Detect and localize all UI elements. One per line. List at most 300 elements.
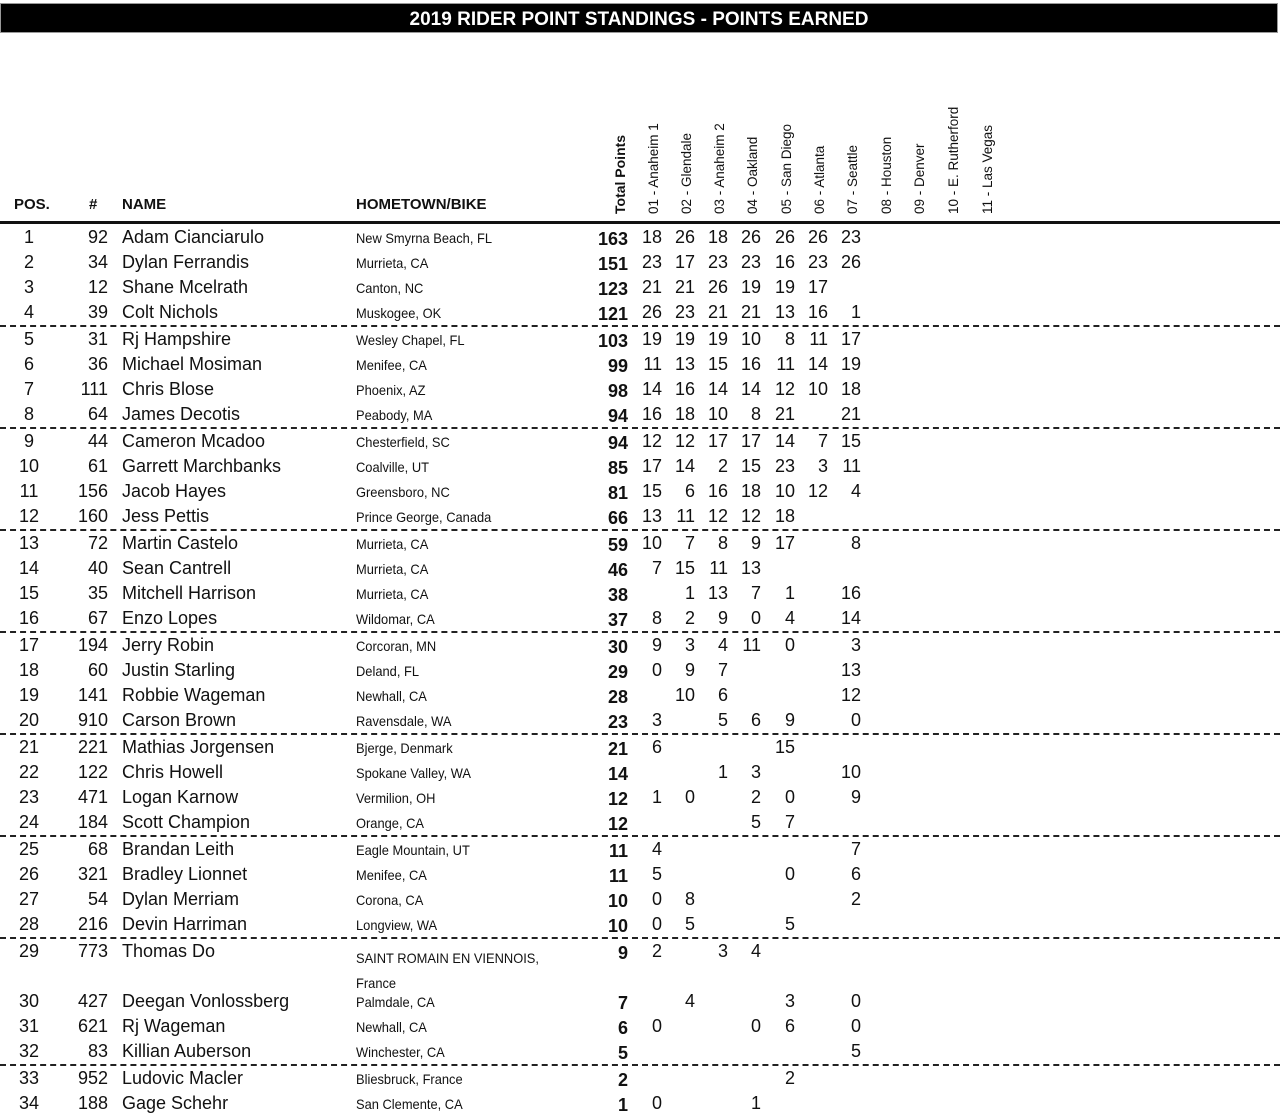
rider-number: 156 xyxy=(77,481,108,501)
rider-position: 24 xyxy=(18,812,40,832)
rider-number: 64 xyxy=(87,404,108,424)
total-points: 10 xyxy=(607,891,628,911)
total-points: 14 xyxy=(607,764,628,784)
round-points: 19 xyxy=(674,329,695,349)
table-row xyxy=(0,1014,1280,1039)
rider-hometown: Spokane Valley, WA xyxy=(356,765,472,781)
rider-position: 9 xyxy=(23,431,34,451)
round-points: 16 xyxy=(641,404,662,424)
table-row xyxy=(0,633,1280,658)
rider-hometown: San Clemente, CA xyxy=(356,1096,463,1112)
rider-number: 72 xyxy=(87,533,108,553)
round-points: 8 xyxy=(717,533,728,553)
rider-number: 184 xyxy=(77,812,108,832)
rider-name: Jacob Hayes xyxy=(122,481,227,501)
rider-number: 141 xyxy=(77,685,108,705)
rider-hometown: Wildomar, CA xyxy=(356,611,435,627)
round-points: 19 xyxy=(774,277,795,297)
total-points: 11 xyxy=(608,866,628,886)
total-points: 7 xyxy=(617,993,628,1013)
round-points: 21 xyxy=(740,302,761,322)
round-points: 19 xyxy=(641,329,662,349)
round-points: 12 xyxy=(840,685,861,705)
rider-number: 111 xyxy=(80,379,108,399)
round-points: 18 xyxy=(840,379,861,399)
rider-position: 13 xyxy=(18,533,40,553)
standings-table xyxy=(0,225,1280,1116)
rider-number: 61 xyxy=(87,456,108,476)
rider-hometown: Deland, FL xyxy=(356,663,420,679)
header-round: 07 - Seattle xyxy=(845,144,860,214)
round-points: 15 xyxy=(707,354,728,374)
round-points: 14 xyxy=(840,608,861,628)
table-row xyxy=(0,556,1280,581)
rider-number: 910 xyxy=(77,710,108,730)
rider-hometown: Eagle Mountain, UT xyxy=(356,842,470,858)
header-divider xyxy=(0,221,1280,224)
round-points: 6 xyxy=(784,1016,795,1036)
rider-hometown: Murrieta, CA xyxy=(356,536,429,552)
round-points: 3 xyxy=(784,991,795,1011)
header-round: 08 - Houston xyxy=(879,136,894,214)
table-row xyxy=(0,939,1280,989)
rider-position: 19 xyxy=(18,685,40,705)
round-points: 6 xyxy=(717,685,728,705)
rider-position: 32 xyxy=(18,1041,40,1061)
round-points: 14 xyxy=(674,456,695,476)
round-points: 13 xyxy=(674,354,695,374)
round-points: 6 xyxy=(850,864,861,884)
round-points: 26 xyxy=(740,227,761,247)
header-number: # xyxy=(89,196,98,213)
rider-name: James Decotis xyxy=(122,404,241,424)
header-pos: POS. xyxy=(14,196,50,213)
round-points: 23 xyxy=(707,252,728,272)
table-row xyxy=(0,785,1280,810)
rider-number: 92 xyxy=(87,227,108,247)
table-row xyxy=(0,352,1280,377)
rider-number: 471 xyxy=(77,787,108,807)
round-points: 1 xyxy=(651,787,662,807)
round-points: 8 xyxy=(850,533,861,553)
round-points: 0 xyxy=(750,608,761,628)
table-row xyxy=(0,912,1280,939)
rider-hometown: Longview, WA xyxy=(356,917,438,933)
round-points: 4 xyxy=(684,991,695,1011)
total-points: 6 xyxy=(617,1018,628,1038)
round-points: 10 xyxy=(774,481,795,501)
rider-hometown: Newhall, CA xyxy=(356,688,427,704)
total-points: 28 xyxy=(607,687,628,707)
round-points: 0 xyxy=(651,1093,662,1113)
table-row xyxy=(0,862,1280,887)
round-points: 9 xyxy=(717,608,728,628)
round-points: 8 xyxy=(784,329,795,349)
round-points: 18 xyxy=(774,506,795,526)
table-row xyxy=(0,708,1280,735)
round-points: 7 xyxy=(784,812,795,832)
rider-name: Ludovic Macler xyxy=(122,1068,244,1088)
round-points: 10 xyxy=(674,685,695,705)
rider-position: 25 xyxy=(18,839,40,859)
rider-position: 12 xyxy=(18,506,40,526)
round-points: 4 xyxy=(750,941,761,961)
round-points: 23 xyxy=(674,302,695,322)
rider-position: 10 xyxy=(18,456,40,476)
rider-position: 21 xyxy=(18,737,40,757)
round-points: 21 xyxy=(707,302,728,322)
round-points: 5 xyxy=(750,812,761,832)
total-points: 121 xyxy=(597,304,628,324)
rider-position: 3 xyxy=(23,277,34,297)
round-points: 6 xyxy=(651,737,662,757)
rider-hometown: Palmdale, CA xyxy=(356,994,435,1010)
round-points: 9 xyxy=(850,787,861,807)
rider-name: Sean Cantrell xyxy=(122,558,232,578)
table-row xyxy=(0,377,1280,402)
table-row xyxy=(0,989,1280,1014)
round-points: 4 xyxy=(651,839,662,859)
table-row xyxy=(0,810,1280,837)
round-points: 8 xyxy=(651,608,662,628)
rider-hometown: Prince George, Canada xyxy=(356,509,492,525)
round-points: 15 xyxy=(674,558,695,578)
round-points: 9 xyxy=(651,635,662,655)
round-points: 16 xyxy=(674,379,695,399)
round-points: 26 xyxy=(707,277,728,297)
round-points: 9 xyxy=(784,710,795,730)
rider-hometown: Coalville, UT xyxy=(356,459,430,475)
round-points: 17 xyxy=(840,329,861,349)
rider-name: Jess Pettis xyxy=(122,506,210,526)
round-points: 23 xyxy=(840,227,861,247)
round-points: 5 xyxy=(651,864,662,884)
rider-position: 11 xyxy=(19,481,39,501)
round-points: 10 xyxy=(807,379,828,399)
rider-name: Gage Schehr xyxy=(122,1093,229,1113)
total-points: 12 xyxy=(607,814,628,834)
rider-hometown: Corcoran, MN xyxy=(356,638,437,654)
round-points: 11 xyxy=(643,354,662,374)
rider-position: 2 xyxy=(23,252,34,272)
table-row xyxy=(0,887,1280,912)
rider-hometown: Murrieta, CA xyxy=(356,561,429,577)
rider-hometown: Corona, CA xyxy=(356,892,424,908)
round-points: 13 xyxy=(840,660,861,680)
rider-hometown: Muskogee, OK xyxy=(356,305,442,321)
rider-hometown: Wesley Chapel, FL xyxy=(356,332,465,348)
round-points: 19 xyxy=(707,329,728,349)
round-points: 23 xyxy=(807,252,828,272)
round-points: 0 xyxy=(651,889,662,909)
rider-position: 14 xyxy=(18,558,40,578)
table-row xyxy=(0,402,1280,429)
total-points: 9 xyxy=(617,943,628,963)
rider-hometown: Menifee, CA xyxy=(356,867,427,883)
rider-position: 15 xyxy=(18,583,40,603)
round-points: 26 xyxy=(674,227,695,247)
rider-number: 44 xyxy=(87,431,108,451)
rider-hometown: Chesterfield, SC xyxy=(356,434,450,450)
rider-name: Martin Castelo xyxy=(122,533,239,553)
round-points: 11 xyxy=(742,635,761,655)
table-row xyxy=(0,429,1280,454)
header-round: 06 - Atlanta xyxy=(812,145,827,214)
round-points: 5 xyxy=(684,914,695,934)
round-points: 0 xyxy=(784,635,795,655)
round-points: 7 xyxy=(750,583,761,603)
round-points: 2 xyxy=(750,787,761,807)
round-points: 26 xyxy=(840,252,861,272)
round-points: 2 xyxy=(651,941,662,961)
rider-name: Bradley Lionnet xyxy=(122,864,248,884)
rider-number: 160 xyxy=(77,506,108,526)
round-points: 2 xyxy=(684,608,695,628)
rider-name: Dylan Merriam xyxy=(122,889,240,909)
rider-position: 23 xyxy=(18,787,40,807)
table-row xyxy=(0,760,1280,785)
round-points: 18 xyxy=(707,227,728,247)
rider-hometown: New Smyrna Beach, FL xyxy=(356,230,493,246)
round-points: 0 xyxy=(750,1016,761,1036)
rider-number: 54 xyxy=(87,889,108,909)
round-points: 5 xyxy=(850,1041,861,1061)
rider-hometown: Greensboro, NC xyxy=(356,484,450,500)
round-points: 3 xyxy=(750,762,761,782)
table-row xyxy=(0,735,1280,760)
rider-position: 8 xyxy=(23,404,34,424)
rider-name: Logan Karnow xyxy=(122,787,239,807)
round-points: 7 xyxy=(850,839,861,859)
rider-number: 60 xyxy=(87,660,108,680)
rider-hometown: Murrieta, CA xyxy=(356,255,429,271)
round-points: 17 xyxy=(707,431,728,451)
total-points: 2 xyxy=(617,1070,628,1090)
table-row xyxy=(0,275,1280,300)
rider-number: 34 xyxy=(87,252,108,272)
table-row xyxy=(0,327,1280,352)
total-points: 85 xyxy=(607,458,628,478)
table-row xyxy=(0,300,1280,327)
round-points: 15 xyxy=(740,456,761,476)
table-row xyxy=(0,504,1280,531)
round-points: 15 xyxy=(774,737,795,757)
round-points: 8 xyxy=(750,404,761,424)
rider-position: 34 xyxy=(18,1093,40,1113)
total-points: 94 xyxy=(607,406,628,426)
rider-name: Dylan Ferrandis xyxy=(122,252,250,272)
rider-name: Adam Cianciarulo xyxy=(122,227,265,247)
total-points: 11 xyxy=(608,841,628,861)
table-row xyxy=(0,606,1280,633)
total-points: 29 xyxy=(607,662,628,682)
round-points: 17 xyxy=(641,456,662,476)
round-points: 5 xyxy=(784,914,795,934)
round-points: 12 xyxy=(641,431,662,451)
round-points: 19 xyxy=(840,354,861,374)
round-points: 2 xyxy=(850,889,861,909)
rider-name: Thomas Do xyxy=(122,941,216,961)
page-title: 2019 RIDER POINT STANDINGS - POINTS EARNED xyxy=(0,3,1278,33)
round-points: 21 xyxy=(674,277,695,297)
rider-hometown: Vermilion, OH xyxy=(356,790,436,806)
round-points: 12 xyxy=(740,506,761,526)
rider-position: 31 xyxy=(18,1016,40,1036)
rider-name: Enzo Lopes xyxy=(122,608,218,628)
round-points: 7 xyxy=(684,533,695,553)
round-points: 14 xyxy=(707,379,728,399)
table-row xyxy=(0,531,1280,556)
round-points: 0 xyxy=(684,787,695,807)
rider-hometown: Winchester, CA xyxy=(356,1044,445,1060)
table-row xyxy=(0,581,1280,606)
rider-name: Killian Auberson xyxy=(122,1041,252,1061)
total-points: 12 xyxy=(607,789,628,809)
round-points: 9 xyxy=(750,533,761,553)
round-points: 3 xyxy=(717,941,728,961)
rider-hometown: Peabody, MA xyxy=(356,407,433,423)
total-points: 66 xyxy=(607,508,628,528)
rider-name: Colt Nichols xyxy=(122,302,219,322)
rider-hometown: Murrieta, CA xyxy=(356,586,429,602)
rider-number: 427 xyxy=(77,991,108,1011)
round-points: 13 xyxy=(641,506,662,526)
rider-name: Shane Mcelrath xyxy=(122,277,249,297)
rider-name: Carson Brown xyxy=(122,710,237,730)
round-points: 13 xyxy=(774,302,795,322)
table-row xyxy=(0,683,1280,708)
rider-name: Rj Hampshire xyxy=(122,329,232,349)
round-points: 4 xyxy=(784,608,795,628)
header-name: NAME xyxy=(122,196,167,213)
total-points: 151 xyxy=(597,254,628,274)
rider-number: 221 xyxy=(77,737,108,757)
round-points: 2 xyxy=(717,456,728,476)
rider-number: 83 xyxy=(87,1041,108,1061)
rider-position: 28 xyxy=(18,914,40,934)
rider-name: Robbie Wageman xyxy=(122,685,266,705)
round-points: 12 xyxy=(774,379,795,399)
rider-name: Cameron Mcadoo xyxy=(122,431,266,451)
total-points: 30 xyxy=(607,637,628,657)
round-points: 0 xyxy=(784,864,795,884)
rider-number: 321 xyxy=(77,864,108,884)
rider-number: 68 xyxy=(87,839,108,859)
total-points: 94 xyxy=(607,433,628,453)
total-points: 21 xyxy=(607,739,628,759)
round-points: 16 xyxy=(807,302,828,322)
round-points: 0 xyxy=(850,710,861,730)
round-points: 1 xyxy=(784,583,795,603)
round-points: 1 xyxy=(750,1093,761,1113)
table-row xyxy=(0,479,1280,504)
rider-number: 216 xyxy=(77,914,108,934)
round-points: 21 xyxy=(641,277,662,297)
rider-number: 188 xyxy=(77,1093,108,1113)
round-points: 21 xyxy=(840,404,861,424)
rider-hometown: Menifee, CA xyxy=(356,357,427,373)
round-points: 1 xyxy=(684,583,695,603)
total-points: 1 xyxy=(617,1095,628,1115)
rider-position: 22 xyxy=(18,762,40,782)
round-points: 9 xyxy=(684,660,695,680)
round-points: 3 xyxy=(817,456,828,476)
header-round: 03 - Anaheim 2 xyxy=(712,123,727,214)
round-points: 17 xyxy=(807,277,828,297)
header-total-points: Total Points xyxy=(612,134,628,214)
round-points: 3 xyxy=(684,635,695,655)
rider-number: 621 xyxy=(77,1016,108,1036)
round-points: 4 xyxy=(717,635,728,655)
round-points: 12 xyxy=(807,481,828,501)
round-points: 21 xyxy=(774,404,795,424)
rider-number: 194 xyxy=(77,635,108,655)
rider-hometown: Bliesbruck, France xyxy=(356,1071,463,1087)
round-points: 15 xyxy=(641,481,662,501)
rider-name: Justin Starling xyxy=(122,660,236,680)
round-points: 10 xyxy=(740,329,761,349)
round-points: 16 xyxy=(707,481,728,501)
rider-number: 122 xyxy=(77,762,108,782)
round-points: 15 xyxy=(840,431,861,451)
rider-name: Scott Champion xyxy=(122,812,251,832)
round-points: 6 xyxy=(750,710,761,730)
total-points: 23 xyxy=(607,712,628,732)
round-points: 12 xyxy=(674,431,695,451)
round-points: 23 xyxy=(774,456,795,476)
table-row xyxy=(0,454,1280,479)
round-points: 7 xyxy=(817,431,828,451)
round-points: 18 xyxy=(740,481,761,501)
rider-position: 27 xyxy=(18,889,40,909)
header-round: 04 - Oakland xyxy=(745,136,760,214)
round-points: 8 xyxy=(684,889,695,909)
rider-hometown: Phoenix, AZ xyxy=(356,382,426,398)
rider-position: 5 xyxy=(23,329,34,349)
total-points: 10 xyxy=(607,916,628,936)
round-points: 16 xyxy=(840,583,861,603)
round-points: 7 xyxy=(717,660,728,680)
round-points: 0 xyxy=(784,787,795,807)
rider-position: 1 xyxy=(23,227,34,247)
rider-number: 12 xyxy=(87,277,108,297)
header-round: 11 - Las Vegas xyxy=(980,124,995,214)
round-points: 6 xyxy=(684,481,695,501)
round-points: 7 xyxy=(651,558,662,578)
header-round: 10 - E. Rutherford xyxy=(946,106,961,214)
total-points: 5 xyxy=(617,1043,628,1063)
table-row xyxy=(0,1066,1280,1091)
header-round: 01 - Anaheim 1 xyxy=(646,123,661,214)
rider-number: 36 xyxy=(87,354,108,374)
total-points: 163 xyxy=(597,229,628,249)
total-points: 98 xyxy=(607,381,628,401)
round-points: 2 xyxy=(784,1068,795,1088)
round-points: 11 xyxy=(842,456,861,476)
rider-position: 16 xyxy=(18,608,40,628)
round-points: 23 xyxy=(641,252,662,272)
table-row xyxy=(0,837,1280,862)
round-points: 26 xyxy=(807,227,828,247)
round-points: 11 xyxy=(676,506,695,526)
round-points: 18 xyxy=(674,404,695,424)
rider-name: Jerry Robin xyxy=(122,635,215,655)
rider-hometown: Bjerge, Denmark xyxy=(356,740,453,756)
total-points: 46 xyxy=(607,560,628,580)
round-points: 12 xyxy=(707,506,728,526)
rider-position: 33 xyxy=(18,1068,40,1088)
round-points: 16 xyxy=(774,252,795,272)
